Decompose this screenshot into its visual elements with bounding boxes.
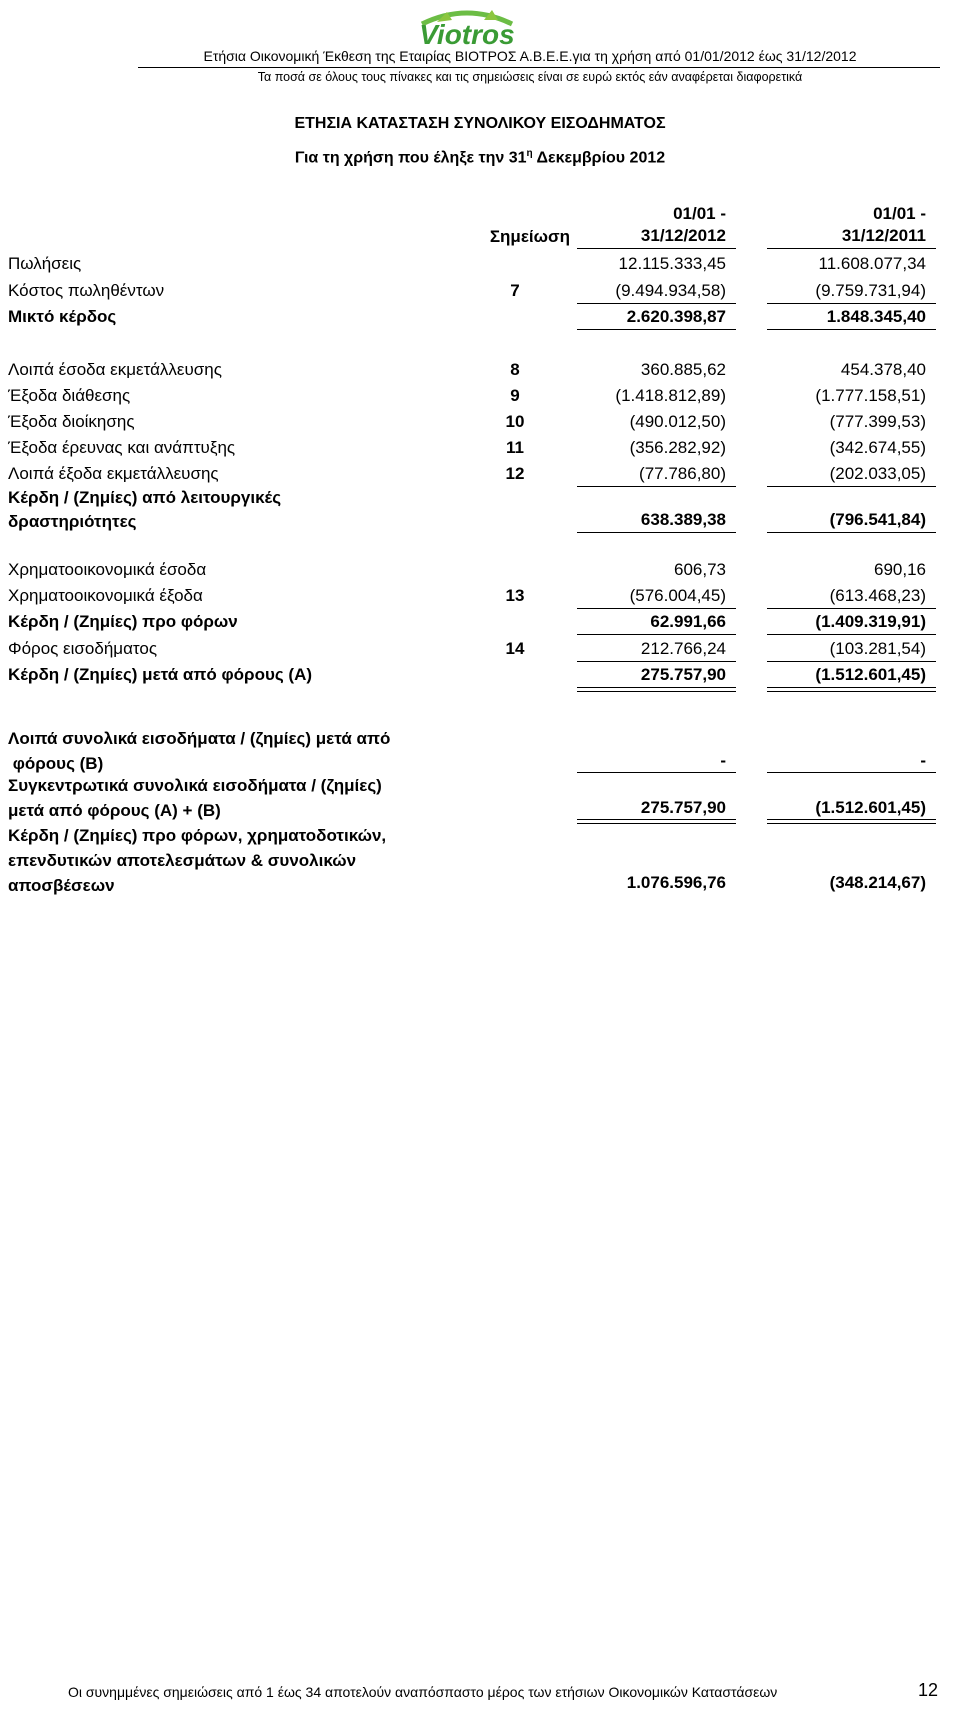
row-label: Έξοδα διοίκησης [8,412,135,431]
value-2012: - [720,751,726,770]
footer-note: Οι συνημμένες σημειώσεις από 1 έως 34 αποτελούν αναπόσπαστο μέρος των ετήσιων Οικονομικών Καταστάσεων [68,1684,778,1700]
value-2012: (576.004,45) [629,586,726,605]
value-2011: (777.399,53) [829,412,926,431]
note-ref: 12 [505,464,525,483]
row-label: Κέρδη / (Ζημίες) προ φόρων [8,612,238,631]
value-2011: (348.214,67) [829,873,926,892]
total-double-rule [767,691,936,692]
subtotal-rule [577,532,736,533]
value-2011: (202.033,05) [829,464,926,483]
value-2012: 360.885,62 [640,360,726,379]
subtotal-rule [767,303,936,304]
subtotal-rule [577,329,736,330]
value-2012: 1.076.596,76 [626,873,726,892]
note-ref: 8 [510,360,520,379]
subtotal-rule [577,608,736,609]
col-header-rule [767,248,936,249]
subtotal-rule [767,772,936,773]
header-rule [138,67,940,68]
subtotal-rule [767,634,936,635]
row-label: Πωλήσεις [8,254,82,273]
value-2012: (490.012,50) [629,412,726,431]
total-double-rule [767,823,936,824]
note-ref: 10 [505,412,525,431]
value-2012: 275.757,90 [640,665,726,684]
value-2011: (1.409.319,91) [815,612,926,631]
value-2012: 606,73 [674,560,726,579]
statement-title: ΕΤΗΣΙΑ ΚΑΤΑΣΤΑΣΗ ΣΥΝΟΛΙΚΟΥ ΕΙΣΟΔΗΜΑΤΟΣ [294,115,666,132]
subtotal-rule [577,772,736,773]
row-label: Φόρος εισοδήματος [8,639,158,658]
value-2012: (77.786,80) [639,464,726,483]
value-2011: (613.468,23) [829,586,926,605]
row-label: Κέρδη / (Ζημίες) μετά από φόρους (Α) [8,665,313,684]
row-label: Μικτό κέρδος [8,307,117,326]
row-label: Κόστος πωληθέντων [8,281,165,300]
subtotal-rule [577,303,736,304]
total-double-rule [767,819,936,820]
row-label: Συγκεντρωτικά συνολικά εισοδήματα / (ζημίες) μετά από φόρους (Α) + (Β) [8,776,382,820]
value-2012: (9.494.934,58) [615,281,726,300]
row-label: Λοιπά έσοδα εκμετάλλευσης [8,360,222,379]
value-2011: (796.541,84) [829,510,926,529]
subtotal-rule [767,329,936,330]
subtotal-rule [767,486,936,487]
header-line-1: Ετήσια Οικονομική Έκθεση της Εταιρίας ΒΙΟΤΡΟΣ Α.Β.Ε.Ε.για τη χρήση από 01/01/2012 έως 31/12/2012 [203,48,857,64]
value-2012: (1.418.812,89) [615,386,726,405]
row-label: Χρηματοοικονομικά έξοδα [8,586,203,605]
value-2012: 62.991,66 [650,612,726,631]
value-2012: 212.766,24 [640,639,726,658]
total-double-rule [767,687,936,688]
value-2012: (356.282,92) [629,438,726,457]
statement-subtitle: Για τη χρήση που έληξε την $31^\eta$ Δεκεμβρίου 2012 [294,148,666,167]
page-number: 12 [918,1680,939,1700]
value-2011: 690,16 [874,560,926,579]
row-label: Λοιπά συνολικά εισοδήματα / (ζημίες) μετά από φόρους (Β) [8,729,391,773]
value-2011: 11.608.077,34 [818,254,926,273]
note-ref: 13 [505,586,525,605]
note-ref: 7 [510,281,520,300]
total-double-rule [577,691,736,692]
row-label: Έξοδα έρευνας και ανάπτυξης [8,438,236,457]
value-2011: - [920,751,926,770]
subtotal-rule [767,608,936,609]
total-double-rule [577,823,736,824]
row-label: Κέρδη / (Ζημίες) από λειτουργικές δραστηριότητες [8,488,282,531]
value-2011: (1.512.601,45) [815,665,926,684]
total-double-rule [577,687,736,688]
value-2012: 12.115.333,45 [618,254,726,273]
logo-text: Viotros [419,19,515,50]
subtotal-rule [767,532,936,533]
note-ref: 11 [506,438,524,457]
subtotal-rule [577,634,736,635]
row-label: Λοιπά έξοδα εκμετάλλευσης [8,464,219,483]
row-label: Κέρδη / (Ζημίες) προ φόρων, χρηματοδοτικών, επενδυτικών αποτελεσμάτων & συνολικών αποσβέσεων [8,826,387,895]
value-2011: (103.281,54) [829,639,926,658]
value-2011: (1.777.158,51) [815,386,926,405]
col-header-note: Σημείωση [489,227,570,246]
value-2012: 275.757,90 [640,798,726,817]
value-2012: 638.389,38 [640,510,726,529]
value-2011: (9.759.731,94) [815,281,926,300]
subtotal-rule [577,661,736,662]
col-header-2011: 01/01 - 31/12/2011 [841,204,926,245]
total-double-rule [577,819,736,820]
viotros-logo [392,4,542,52]
note-ref: 14 [505,639,525,658]
subtotal-rule [577,486,736,487]
col-header-2012: 01/01 - 31/12/2012 [640,204,726,245]
row-label: Χρηματοοικονομικά έσοδα [8,560,207,579]
subtotal-rule [767,661,936,662]
value-2011: 454.378,40 [840,360,926,379]
header-line-2: Τα ποσά σε όλους τους πίνακες και τις σημειώσεις είναι σε ευρώ εκτός εάν αναφέρεται διαφορετικά [257,70,803,84]
value-2011: (342.674,55) [829,438,926,457]
col-header-rule [577,248,736,249]
value-2011: 1.848.345,40 [826,307,926,326]
value-2011: (1.512.601,45) [815,798,926,817]
note-ref: 9 [510,386,520,405]
row-label: Έξοδα διάθεσης [8,386,131,405]
value-2012: 2.620.398,87 [626,307,726,326]
